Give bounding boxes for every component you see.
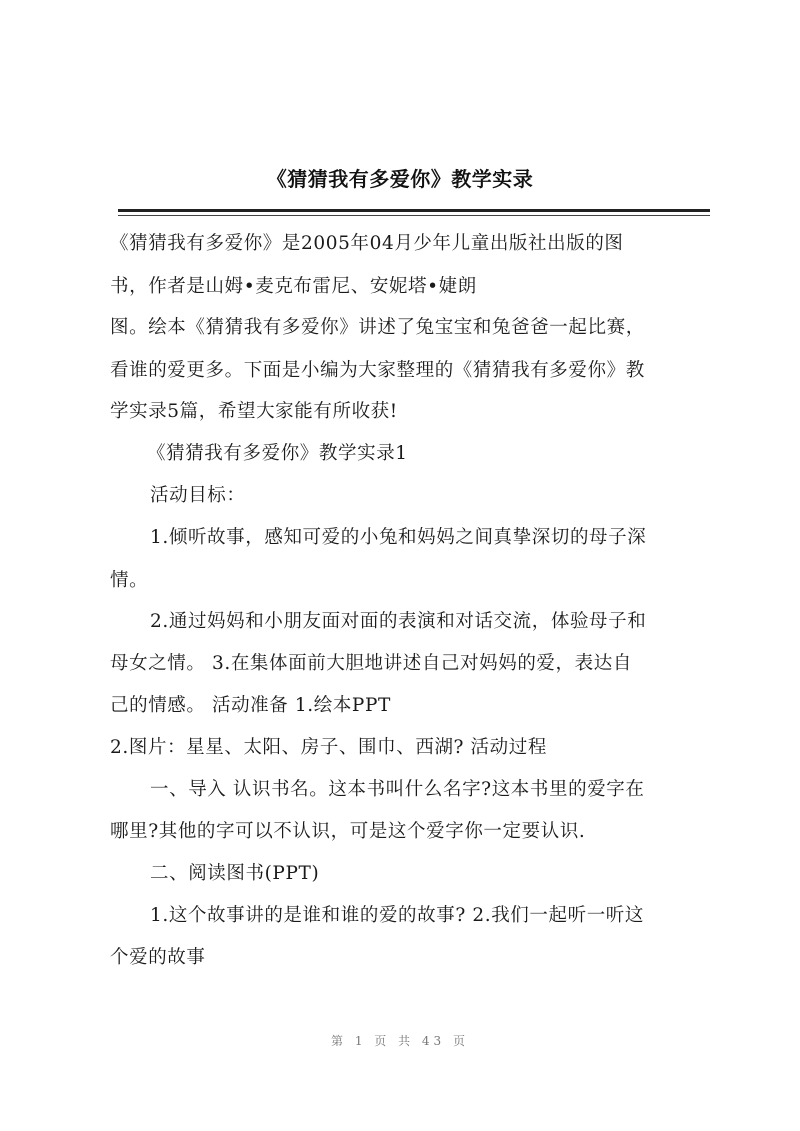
paragraph-line: 个爱的故事	[110, 947, 206, 968]
paragraph-line: 母女之情。 3.在集体面前大胆地讲述自己对妈妈的爱，表达自	[110, 653, 632, 674]
paragraph-line: 看谁的爱更多。下面是小编为大家整理的《猜猜我有多爱你》教	[110, 360, 645, 381]
paragraph-line: 2.通过妈妈和小朋友面对面的表演和对话交流，体验母子和	[150, 611, 647, 632]
paragraph-line: 一、导入 认识书名。这本书叫什么名字?这本书里的爱字在	[150, 779, 645, 800]
section-heading: 《猜猜我有多爱你》教学实录1	[147, 443, 408, 464]
title-divider-thin	[118, 215, 710, 216]
paragraph-line: 己的情感。 活动准备 1.绘本PPT	[110, 695, 391, 716]
paragraph-line: 学实录5篇，希望大家能有所收获!	[110, 401, 398, 422]
page-title: 《猜猜我有多爱你》教学实录	[266, 167, 534, 191]
paragraph-line: 书，作者是山姆•麦克布雷尼、安妮塔•婕朗	[110, 276, 477, 297]
paragraph-line: 图。绘本《猜猜我有多爱你》讲述了兔宝宝和兔爸爸一起比赛，	[110, 317, 645, 338]
paragraph-line: 1.这个故事讲的是谁和谁的爱的故事? 2.我们一起听一听这	[150, 905, 645, 926]
paragraph-line: 《猜猜我有多爱你》是2005年04月少年儿童出版社出版的图	[110, 233, 624, 254]
paragraph-line: 二、阅读图书(PPT)	[150, 863, 320, 884]
paragraph-line: 情。	[110, 570, 149, 591]
title-divider	[118, 209, 710, 212]
page-number: 第 1 页 共 43 页	[331, 1034, 469, 1048]
paragraph-line: 2.图片：星星、太阳、房子、围巾、西湖? 活动过程	[110, 737, 547, 758]
paragraph-line: 1.倾听故事，感知可爱的小兔和妈妈之间真挚深切的母子深	[150, 527, 647, 548]
paragraph-line: 活动目标：	[150, 485, 246, 506]
paragraph-line: 哪里?其他的字可以不认识，可是这个爱字你一定要认识.	[110, 821, 586, 842]
